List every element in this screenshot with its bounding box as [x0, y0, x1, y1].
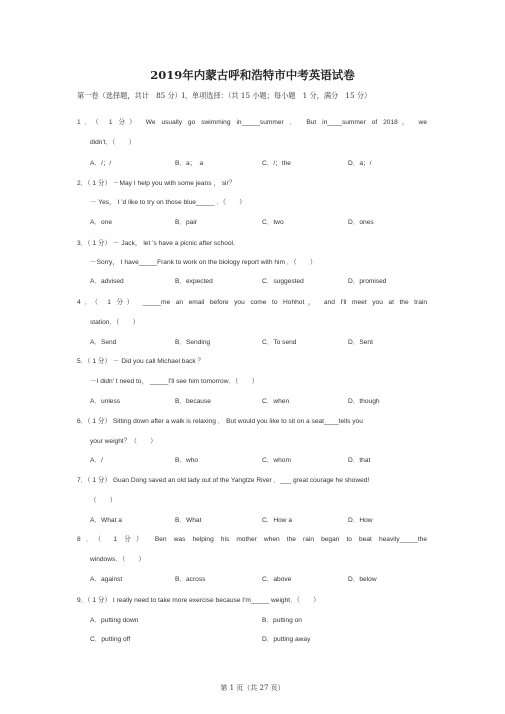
- question-8-text-cont: windows．（ ）: [90, 556, 145, 563]
- question-8-text: 8．（ 1 分） Ben was helping his mother when the rain began to beat heavily_____the: [77, 536, 427, 543]
- question-3-option-d: D．promised: [348, 278, 387, 285]
- question-8-option-d: D．below: [348, 576, 377, 583]
- question-5-option-b: B．because: [175, 398, 211, 405]
- question-3-option-a: A．advised: [90, 278, 124, 285]
- question-2-option-d: D．ones: [348, 219, 374, 226]
- question-5-text: 5．（ 1 分） － Did you call Michael back ？: [77, 358, 205, 365]
- question-4-option-b: B．Sending: [175, 339, 211, 346]
- question-6-option-d: D．that: [348, 457, 371, 464]
- question-5-option-d: D．though: [348, 398, 380, 405]
- page-title: 2019年内蒙古呼和浩特市中考英语试卷: [150, 68, 355, 82]
- question-9-text: 9．（ 1 分） I really need to take more exercise because I'm_____ weight．（ ）: [77, 597, 320, 604]
- question-3-option-c: C．suggested: [262, 278, 304, 285]
- question-9-option-c: C．putting off: [90, 636, 131, 643]
- question-6-option-c: C．whom: [262, 457, 291, 464]
- question-8-option-a: A．against: [90, 576, 123, 583]
- question-4-option-a: A．Send: [90, 339, 117, 346]
- question-4-option-d: D．Sent: [348, 339, 373, 346]
- question-6-option-b: B．who: [175, 457, 199, 464]
- question-7-option-b: B．What: [175, 517, 202, 524]
- question-3-text: 3．（ 1 分） － Jack， let ’s have a picnic after school．: [77, 240, 240, 247]
- question-7-text-cont: （ ）: [90, 497, 117, 504]
- question-4-text: 4．（ 1 分） _____me an email before you come to Hohhot， and I'll meet you at the train: [77, 299, 427, 306]
- question-1-option-b: B．a； a: [175, 160, 204, 167]
- question-6-text-cont: your weight？（ ）: [90, 438, 157, 445]
- question-9-option-b: B．putting on: [262, 617, 302, 624]
- question-8-option-b: B．across: [175, 576, 206, 583]
- question-2-option-b: B．pair: [175, 219, 197, 226]
- question-1-option-d: D．a；/: [348, 160, 372, 167]
- question-9-option-d: D．putting away: [262, 636, 311, 643]
- question-1-text: 1．（ 1 分） We usually go swimming in_____summer ． But in____summer of 2018， we: [77, 119, 427, 126]
- question-3-text-cont: －Sorry， I have_____Frank to work on the biology report with him ．（ ）: [90, 259, 317, 266]
- section-header: 第一卷（选择题，共计 85 分）Ⅰ、单项选择：（共 15 小题；每小题 1 分，满分 15 分）: [77, 91, 372, 100]
- question-7-option-d: D．How: [348, 517, 373, 524]
- question-3-option-b: B．expected: [175, 278, 213, 285]
- question-6-text: 6．（ 1 分） Sitting down after a walk is relaxing ． But would you like to sit on a seat____tells you: [77, 418, 363, 425]
- question-5-text-cont: －I didn' t need to， _____I'll see him tomorrow．（ ）: [90, 378, 259, 385]
- question-9-option-a: A．putting down: [90, 617, 139, 624]
- question-1-text-cont: didn't．（ ）: [90, 139, 136, 146]
- question-2-option-c: C．two: [262, 219, 284, 226]
- question-1-option-a: A．/；/: [90, 160, 112, 167]
- question-7-text: 7．（ 1 分） Guan Dong saved an old lady out of the Yangtze River ．___ great courage he showed!: [77, 477, 370, 484]
- question-2-text-cont: － Yes， I ’d like to try on those blue_____ ．（ ）: [90, 199, 246, 206]
- question-1-option-c: C．/；the: [262, 160, 291, 167]
- question-8-option-c: C．above: [262, 576, 292, 583]
- page-footer: 第 1 页（共 27 页）: [220, 684, 285, 692]
- question-6-option-a: A．/: [90, 457, 103, 464]
- question-2-text: 2．（ 1 分） －May I help you with some jeans ， sir？: [77, 180, 236, 187]
- question-5-option-a: A．unless: [90, 398, 121, 405]
- question-2-option-a: A．one: [90, 219, 112, 226]
- question-7-option-a: A．What a: [90, 517, 122, 524]
- question-7-option-c: C．How a: [262, 517, 293, 524]
- question-5-option-c: C．when: [262, 398, 290, 405]
- question-4-text-cont: station．（ ）: [90, 319, 140, 326]
- question-4-option-c: C．To send: [262, 339, 297, 346]
